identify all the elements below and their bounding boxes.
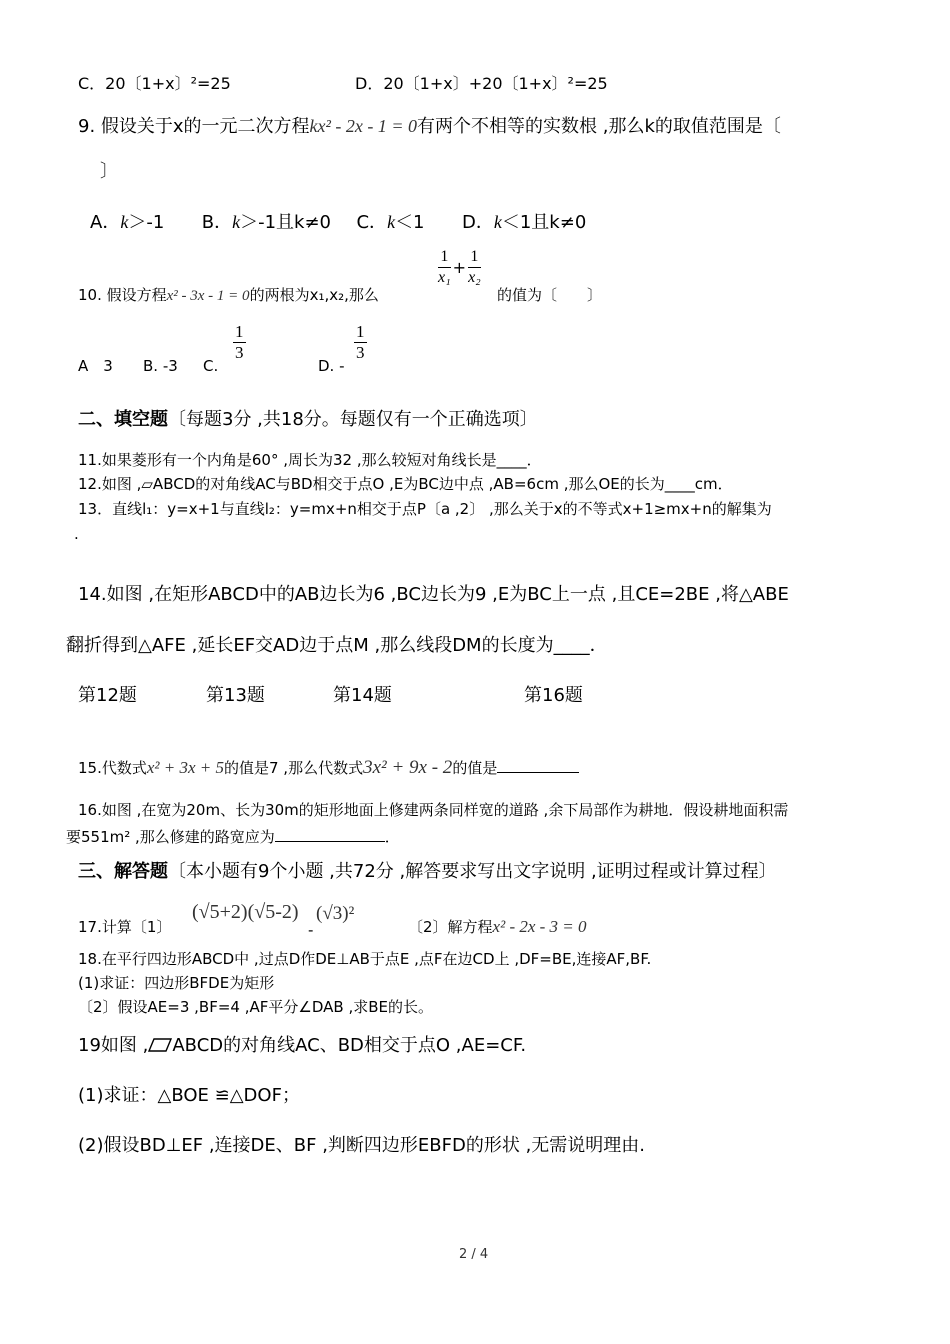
q17-expression: (√5+2)(√5-2) — [192, 901, 299, 923]
figure-label-16: 第16题 — [524, 685, 583, 706]
q18-line1: 18.在平行四边形ABCD中 ,过点D作DE⊥AB于点E ,点F在边CD上 ,DF=BE,连接AF,BF. — [78, 950, 652, 968]
q12: 12.如图 ,▱ABCD的对角线AC与BD相交于点O ,E为BC边中点 ,AB=6cm ,那么OE的长为____cm． — [78, 475, 733, 493]
q10-option-d-fraction: $\frac{1}{3}$ — [356, 322, 365, 362]
q16-line2: 要551m² ,那么修建的路宽应为 ． — [66, 825, 400, 847]
q19-line3: (2)假设BD⊥EF ,连接DE、BF ,判断四边形EBFD的形状 ,无需说明理由. — [78, 1135, 646, 1156]
q10-option-b: B. -3 — [143, 357, 178, 375]
q11: 11.如果菱形有一个内角是60° ,周长为32 ,那么较短对角线长是____． — [78, 451, 542, 469]
q14-line2: 翻折得到△AFE ,延长EF交AD边于点M ,那么线段DM的长度为____． — [66, 635, 608, 656]
q17-part1-label: 17.计算〔1〕 — [78, 918, 172, 936]
q8-option-d: D．20〔1+x〕+20〔1+x〕²=25 — [355, 74, 608, 93]
q9-option-c: C．k＜1 — [356, 212, 425, 233]
q10-stem: 10. 假设方程x² - 3x - 1 = 0的两根为x₁,x₂,那么 — [78, 286, 379, 304]
q10-option-c: C. — [203, 357, 219, 375]
q10-option-d: D. - — [318, 357, 345, 375]
figure-label-12: 第12题 — [78, 685, 137, 706]
q9-close-bracket: 〕 — [100, 161, 118, 182]
q15: 15.代数式x² + 3x + 5的值是7 ,那么代数式3x² + 9x - 2的值是 — [78, 756, 579, 778]
q17-minus: - — [308, 921, 314, 939]
q10-fraction-sum: $\frac{1}{\text{x₁}}$ + $\frac{1}{\text{x₂}}$ — [438, 248, 481, 286]
q9-stem: 9. 假设关于x的一元二次方程kx² - 2x - 1 = 0有两个不相等的实数根 ,那么k的取值范围是〔 — [78, 116, 781, 137]
figure-label-14: 第14题 — [333, 685, 392, 706]
q16-answer-blank — [275, 825, 385, 842]
q14-line1: 14.如图 ,在矩形ABCD中的AB边长为6 ,BC边长为9 ,E为BC上一点 ,且CE=2BE ,将△ABE — [78, 584, 789, 605]
q9-options — [90, 212, 586, 233]
q10-tail: 的值为〔 〕 — [497, 286, 603, 304]
figure-label-13: 第13题 — [206, 685, 265, 706]
page-number: 2 / 4 — [459, 1247, 489, 1262]
parallelogram-icon — [148, 1038, 172, 1052]
q18-line2: (1)求证：四边形BFDE为矩形 — [78, 974, 275, 992]
q9-option-b: B．k＞-1且k≠0 — [201, 212, 332, 233]
q13-line2: . — [74, 525, 79, 543]
section2-heading: 二、填空题〔每题3分 ,共18分。每题仅有一个正确选项〕 — [78, 409, 538, 430]
q19-line1: 19如图 , ABCD的对角线AC、BD相交于点O ,AE=CF. — [78, 1035, 527, 1056]
q10-option-a: A 3 — [78, 357, 113, 375]
section3-heading: 三、解答题〔本小题有9个小题 ,共72分 ,解答要求写出文字说明 ,证明过程或计算过程〕 — [78, 861, 777, 882]
q9-equation: kx² - 2x - 1 = 0 — [309, 116, 418, 136]
q15-answer-blank — [497, 756, 579, 773]
q8-option-c: C．20〔1+x〕²=25 — [78, 74, 231, 93]
q13-line1: 13．直线l₁：y=x+1与直线l₂：y=mx+n相交于点P〔a ,2〕 ,那么关于x的不等式x+1≥mx+n的解集为 — [78, 500, 772, 518]
q10-option-c-fraction: $\frac{1}{3}$ — [235, 322, 244, 362]
q16-line1: 16.如图 ,在宽为20m、长为30m的矩形地面上修建两条同样宽的道路 ,余下局部作为耕地．假设耕地面积需 — [78, 801, 789, 819]
q18-line3: 〔2〕假设AE=3 ,BF=4 ,AF平分∠DAB ,求BE的长。 — [78, 998, 433, 1016]
q17-part2: 〔2〕解方程x² - 2x - 3 = 0 — [408, 917, 587, 936]
q17-expression-2: (√3)² — [316, 903, 355, 924]
q9-option-a: A．k＞-1 — [90, 212, 165, 233]
q9-option-d: D．k＜1且k≠0 — [461, 212, 587, 233]
q19-line2: (1)求证：△BOE ≌△DOF； — [78, 1085, 300, 1106]
